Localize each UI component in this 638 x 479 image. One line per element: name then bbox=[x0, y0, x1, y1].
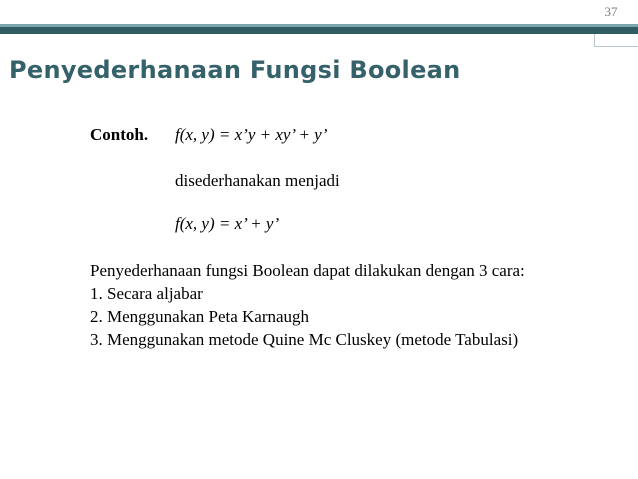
method-item-3: 3. Menggunakan metode Quine Mc Cluskey (metode Tabulasi) bbox=[90, 330, 519, 349]
example-label: Contoh. bbox=[90, 125, 149, 144]
header-bar bbox=[0, 24, 638, 34]
method-item-2: 2. Menggunakan Peta Karnaugh bbox=[90, 307, 310, 326]
header-bar-dark bbox=[0, 27, 638, 34]
formula-original: f(x, y) = x’y + xy’ + y’ bbox=[175, 125, 328, 144]
formula-simplified: f(x, y) = x’ + y’ bbox=[175, 214, 280, 233]
slide-title: Penyederhanaan Fungsi Boolean bbox=[9, 56, 461, 84]
notch-line-bottom bbox=[594, 46, 638, 47]
methods-intro: Penyederhanaan fungsi Boolean dapat dilakukan dengan 3 cara: bbox=[90, 261, 525, 280]
header-bar-notch bbox=[594, 34, 628, 44]
page-number: 37 bbox=[604, 4, 618, 19]
simplify-text: disederhanakan menjadi bbox=[175, 171, 340, 190]
method-item-1: 1. Secara aljabar bbox=[90, 284, 203, 303]
